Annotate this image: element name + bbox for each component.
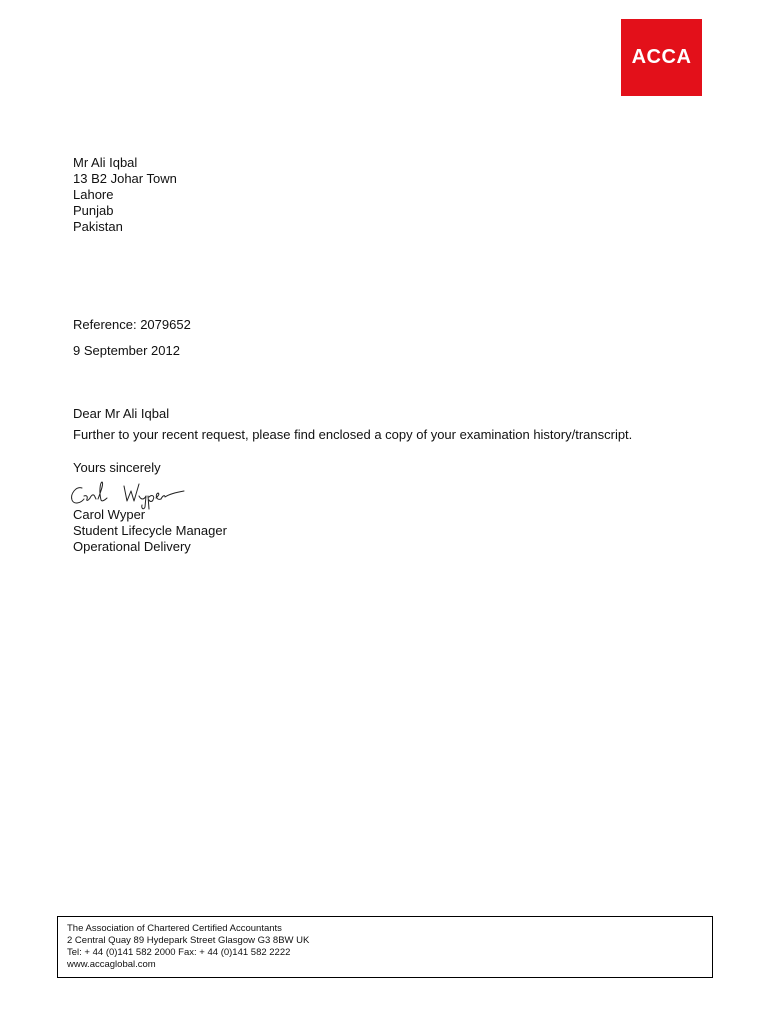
- footer-address-box: [57, 916, 713, 978]
- signatory-department: Operational Delivery: [73, 539, 191, 554]
- recipient-city: Lahore: [73, 187, 114, 202]
- footer-phone-fax: Tel: + 44 (0)141 582 2000 Fax: + 44 (0)141 582 2222: [67, 947, 291, 958]
- handwritten-signature: [68, 476, 186, 510]
- acca-logo: ACCA: [621, 19, 702, 96]
- footer-address: 2 Central Quay 89 Hydepark Street Glasgow G3 8BW UK: [67, 935, 310, 946]
- signatory-name: Carol Wyper: [73, 507, 146, 522]
- reference-line: Reference: 2079652: [73, 317, 191, 332]
- recipient-country: Pakistan: [73, 219, 123, 234]
- letter-body: Further to your recent request, please find enclosed a copy of your examination history/transcript.: [73, 427, 633, 442]
- footer-org-name: The Association of Chartered Certified Accountants: [67, 923, 282, 934]
- closing: Yours sincerely: [73, 460, 161, 475]
- salutation: Dear Mr Ali Iqbal: [73, 406, 170, 421]
- signatory-title: Student Lifecycle Manager: [73, 523, 227, 538]
- recipient-address: [73, 155, 177, 235]
- footer-website: www.accaglobal.com: [67, 959, 156, 970]
- signatory-block: [73, 507, 227, 555]
- recipient-region: Punjab: [73, 203, 114, 218]
- recipient-street: 13 B2 Johar Town: [73, 171, 177, 186]
- recipient-name: Mr Ali Iqbal: [73, 155, 138, 170]
- letter-date: 9 September 2012: [73, 343, 180, 358]
